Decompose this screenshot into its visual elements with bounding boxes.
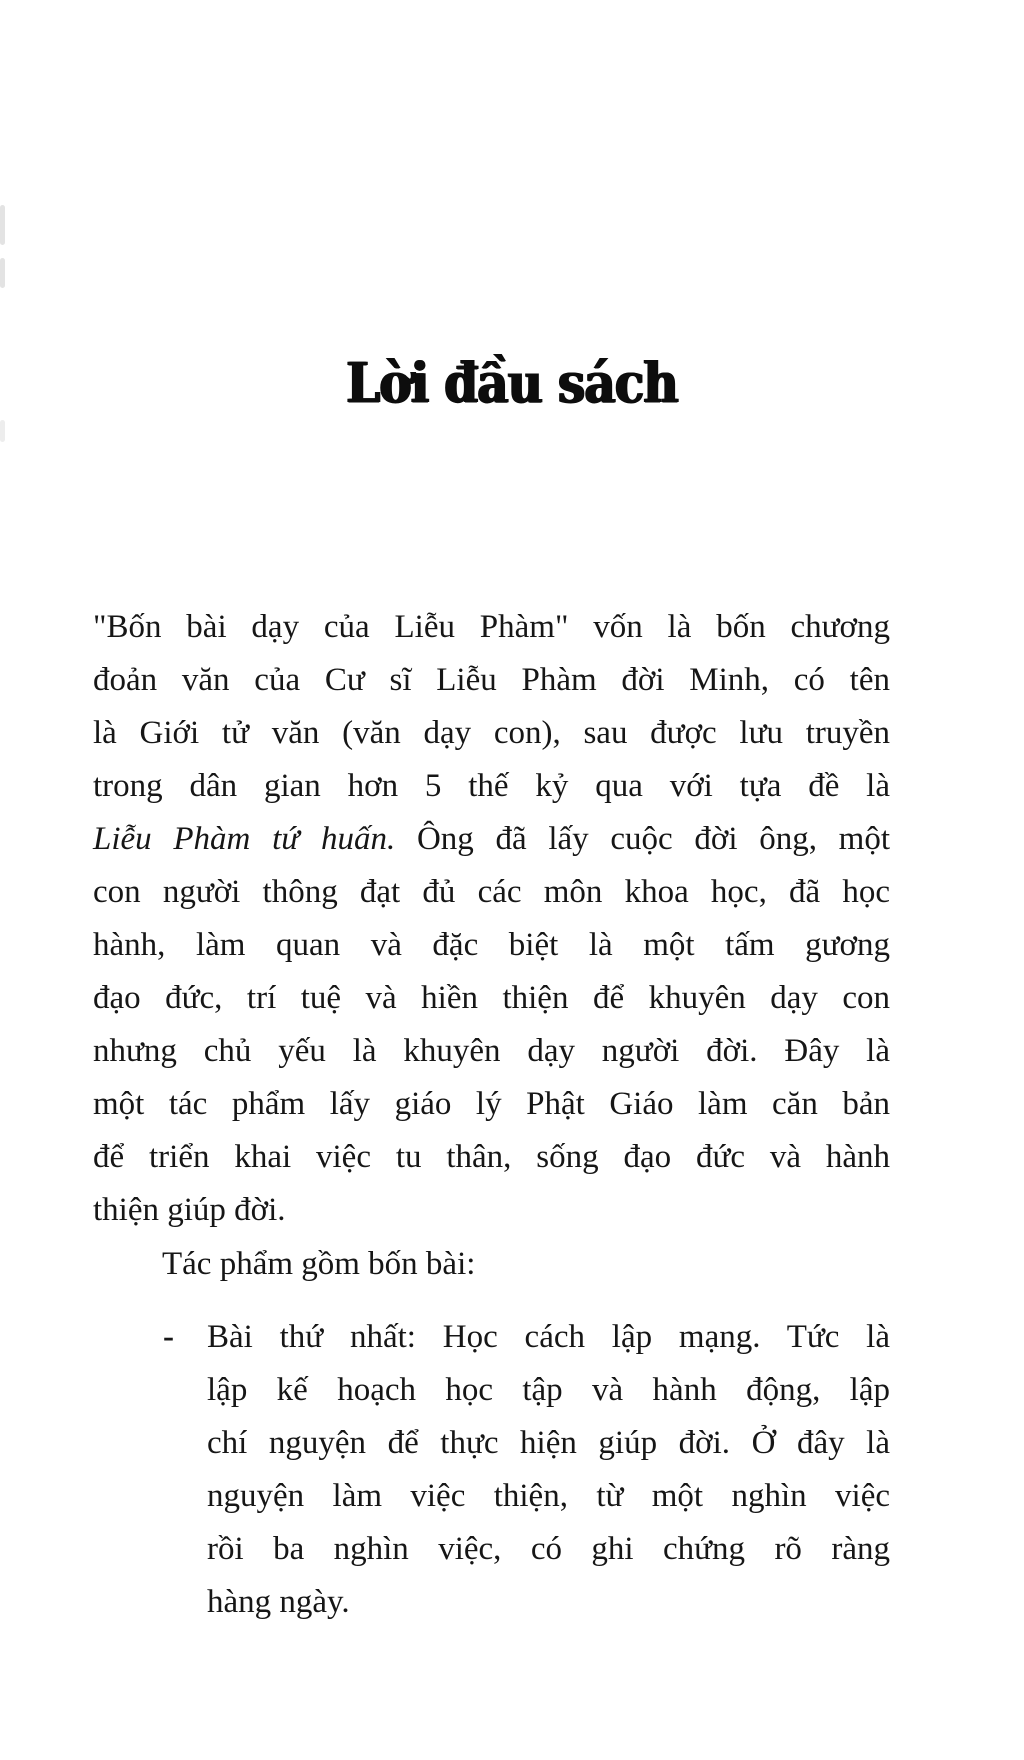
text-line: đạo đức, trí tuệ và hiền thiện để khuyên dạy con (93, 980, 890, 1016)
text-line: hàng ngày. (207, 1584, 350, 1620)
text-line: nhưng chủ yếu là khuyên dạy người đời. Đây là (93, 1033, 890, 1069)
text-line: đoản văn của Cư sĩ Liễu Phàm đời Minh, có tên (93, 662, 890, 698)
page-title: Lời đầu sách (346, 350, 678, 415)
text-line: trong dân gian hơn 5 thế kỷ qua với tựa đề là (93, 768, 890, 804)
text-line: Bài thứ nhất: Học cách lập mạng. Tức là (207, 1319, 890, 1355)
intro-paragraph (93, 601, 890, 1237)
text-line: là Giới tử văn (văn dạy con), sau được lưu truyền (93, 715, 890, 751)
text-line: lập kế hoạch học tập và hành động, lập (207, 1372, 890, 1408)
text-line (93, 813, 890, 866)
lead-in-paragraph: Tác phẩm gồm bốn bài: (162, 1246, 476, 1282)
text-line: rồi ba nghìn việc, có ghi chứng rõ ràng (207, 1531, 890, 1567)
text-line: để triển khai việc tu thân, sống đạo đức và hành (93, 1139, 890, 1175)
text-line: một tác phẩm lấy giáo lý Phật Giáo làm căn bản (93, 1086, 890, 1122)
text-line: chí nguyện để thực hiện giúp đời. Ở đây là (207, 1425, 890, 1461)
text-line: thiện giúp đời. (93, 1192, 286, 1228)
list-item (93, 1311, 890, 1629)
text-line: con người thông đạt đủ các môn khoa học, đã học (93, 874, 890, 910)
scan-artifact (0, 258, 5, 288)
scan-artifact (0, 420, 5, 442)
text-line: "Bốn bài dạy của Liễu Phàm" vốn là bốn chương (93, 609, 890, 645)
bullet-dash: - (163, 1319, 174, 1355)
book-title-italic: Liễu Phàm tứ huấn. (93, 821, 396, 857)
text-line: nguyện làm việc thiện, từ một nghìn việc (207, 1478, 890, 1514)
text-segment: Ông đã lấy cuộc đời ông, một (416, 821, 891, 857)
scan-artifact (0, 205, 5, 245)
text-line: hành, làm quan và đặc biệt là một tấm gương (93, 927, 890, 963)
